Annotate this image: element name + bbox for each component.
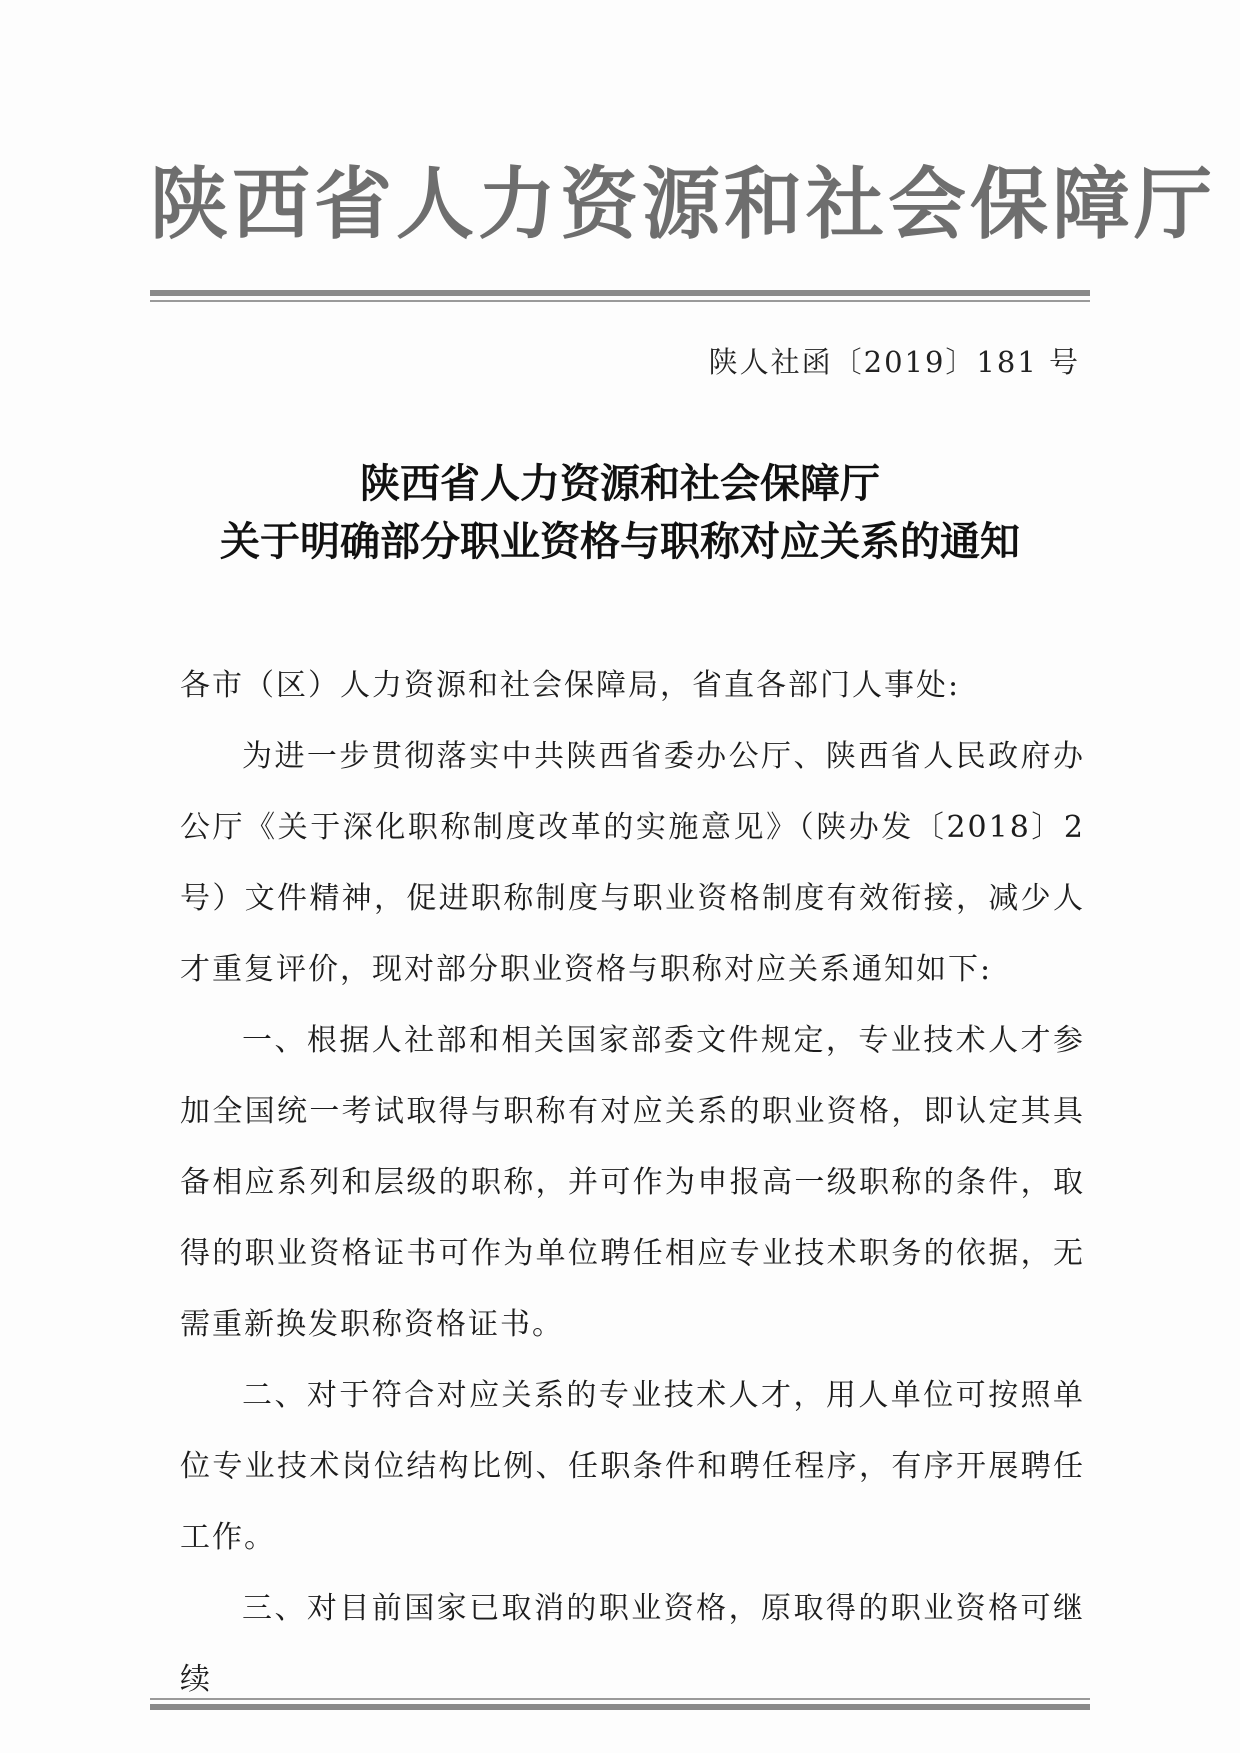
letterhead-title: 陕西省人力资源和社会保障厅 [150, 159, 1217, 250]
salutation: 各市（区）人力资源和社会保障局，省直各部门人事处: [180, 668, 961, 703]
letterhead-divider [150, 290, 1090, 302]
document-title-line-2: 关于明确部分职业资格与职称对应关系的通知 [220, 518, 1020, 565]
document-body [180, 650, 1085, 1715]
document-title [150, 455, 1090, 571]
body-paragraph: 二、对于符合对应关系的专业技术人才，用人单位可按照单位专业技术岗位结构比例、任职条件和聘任程序，有序开展聘任工作。 [180, 1378, 1085, 1555]
body-paragraph: 三、对目前国家已取消的职业资格，原取得的职业资格可继续 [180, 1591, 1085, 1697]
body-paragraph: 为进一步贯彻落实中共陕西省委办公厅、陕西省人民政府办公厅《关于深化职称制度改革的实施意见》（陕办发〔2018〕2号）文件精神，促进职称制度与职业资格制度有效衔接，减少人才重复评价，现对部分职业资格与职称对应关系通知如下: [180, 739, 1085, 987]
document-title-line-1: 陕西省人力资源和社会保障厅 [360, 460, 880, 507]
body-paragraph: 一、根据人社部和相关国家部委文件规定，专业技术人才参加全国统一考试取得与职称有对应关系的职业资格，即认定其具备相应系列和层级的职称，并可作为申报高一级职称的条件，取得的职业资格证书可作为单位聘任相应专业技术职务的依据，无需重新换发职称资格证书。 [180, 1023, 1085, 1342]
document-number: 陕人社函〔2019〕181 号 [708, 345, 1080, 379]
footer-divider [150, 1698, 1090, 1710]
